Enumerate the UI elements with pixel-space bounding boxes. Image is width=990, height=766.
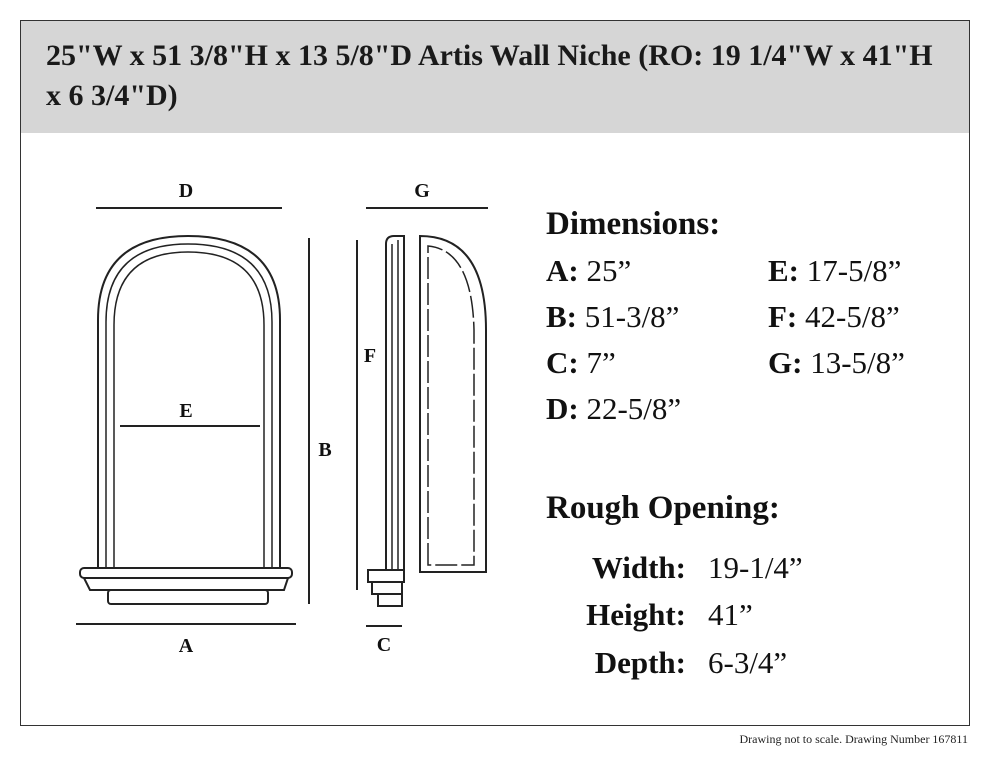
dimension-c: C: 7” xyxy=(546,345,616,380)
label-f: F xyxy=(363,345,377,367)
rough-opening-heading: Rough Opening: xyxy=(546,490,780,526)
side-shelf xyxy=(368,570,404,582)
rough-opening-depth: Depth: 6-3/4” xyxy=(594,645,788,680)
shelf-base xyxy=(108,590,268,604)
dimension-d: D: 22-5/8” xyxy=(546,391,682,426)
dimension-g: G: 13-5/8” xyxy=(768,345,905,380)
label-d: D xyxy=(178,180,194,202)
label-c: C xyxy=(376,634,392,656)
label-b: B xyxy=(318,439,332,461)
rough-opening-height: Height: 41” xyxy=(586,597,753,632)
shelf-body xyxy=(84,578,288,590)
footer-note: Drawing not to scale. Drawing Number 167811 xyxy=(739,732,968,746)
label-g: G xyxy=(414,180,430,202)
side-body-inner xyxy=(428,246,474,565)
rough-opening-width: Width: 19-1/4” xyxy=(591,550,803,585)
side-frame-profile xyxy=(386,236,404,570)
side-body-profile xyxy=(420,236,486,572)
label-e: E xyxy=(179,400,193,422)
dimensions-heading: Dimensions: xyxy=(546,206,721,242)
product-title: 25"W x 51 3/8"H x 13 5/8"D Artis Wall Niche (RO: 19 1/4"W x 41"H x 6 3/4"D) xyxy=(46,39,933,112)
dimension-b: B: 51-3/8” xyxy=(546,299,680,334)
side-view xyxy=(357,208,488,626)
label-a: A xyxy=(178,635,194,657)
dimension-f: F: 42-5/8” xyxy=(768,299,900,334)
dimension-e: E: 17-5/8” xyxy=(768,253,902,288)
dimension-a: A: 25” xyxy=(546,253,632,288)
shelf-top xyxy=(80,568,292,578)
